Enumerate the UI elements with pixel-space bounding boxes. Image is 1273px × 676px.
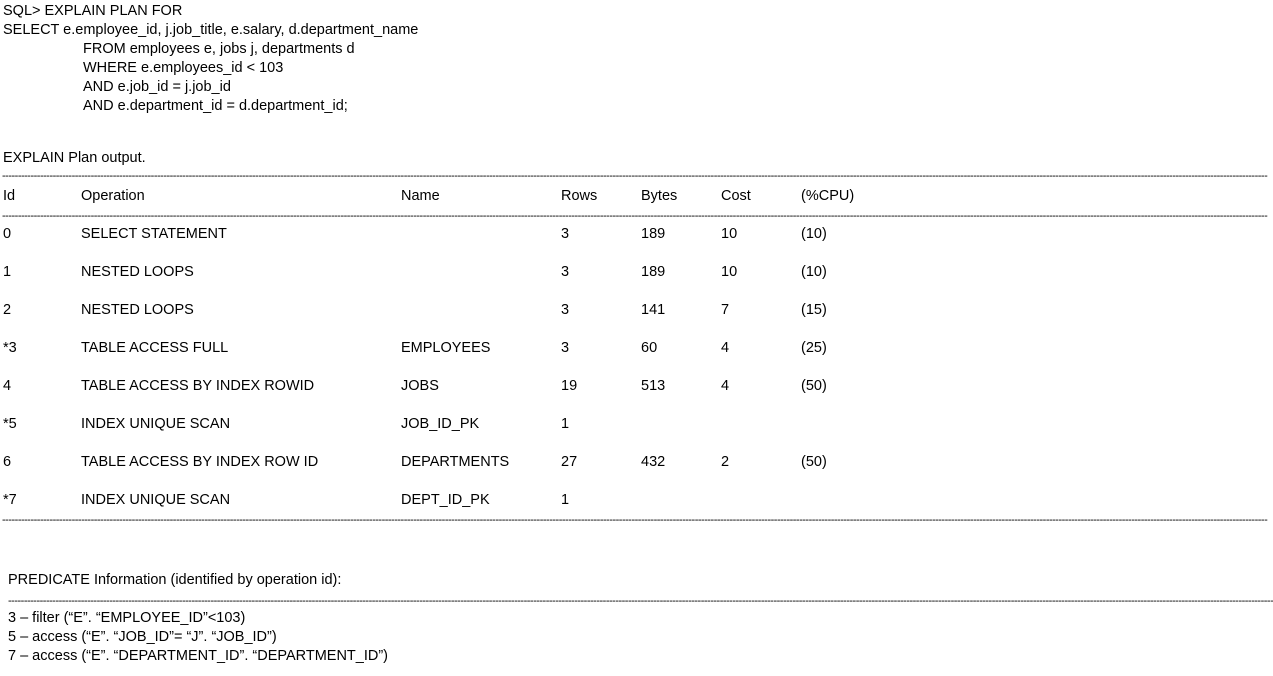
cell-rows: 3 bbox=[561, 340, 570, 356]
cell-rows: 3 bbox=[561, 302, 570, 318]
cell-cpu: (10) bbox=[801, 264, 827, 280]
cell-cpu: (25) bbox=[801, 340, 827, 356]
cell-operation: NESTED LOOPS bbox=[81, 264, 194, 280]
predicate-rule: ---------------------------------------------------------------------------------------------------------------------------------------------------------------------------------------------------------------------------------------------------------------------------------------------------------------------------------------------------------------------------------------------------------------- bbox=[8, 595, 1273, 607]
predicate-line-3: 3 – filter (“E”. “EMPLOYEE_ID”<103) bbox=[8, 610, 246, 626]
column-header-rows: Rows bbox=[561, 188, 598, 204]
sql-line-5: AND e.job_id = j.job_id bbox=[83, 79, 231, 95]
cell-id: 1 bbox=[3, 264, 12, 280]
cell-cpu: (50) bbox=[801, 378, 827, 394]
column-header-id: Id bbox=[3, 188, 16, 204]
column-header-cpu: (%CPU) bbox=[801, 188, 855, 204]
sql-line-4: WHERE e.employees_id < 103 bbox=[83, 60, 284, 76]
cell-rows: 1 bbox=[561, 416, 570, 432]
sql-line-6: AND e.department_id = d.department_id; bbox=[83, 98, 348, 114]
plan-header-rule: ---------------------------------------------------------------------------------------------------------------------------------------------------------------------------------------------------------------------------------------------------------------------------------------------------------------------------------------------------------------------------------------------------------------- bbox=[2, 210, 1268, 222]
cell-name: DEPT_ID_PK bbox=[401, 492, 490, 508]
sql-line-2: SELECT e.employee_id, j.job_title, e.salary, d.department_name bbox=[3, 22, 419, 38]
plan-heading: EXPLAIN Plan output. bbox=[3, 150, 146, 166]
cell-cpu: (50) bbox=[801, 454, 827, 470]
cell-rows: 3 bbox=[561, 226, 570, 242]
column-header-cost: Cost bbox=[721, 188, 751, 204]
cell-bytes: 189 bbox=[641, 264, 666, 280]
column-header-operation: Operation bbox=[81, 188, 145, 204]
cell-rows: 1 bbox=[561, 492, 570, 508]
cell-bytes: 141 bbox=[641, 302, 666, 318]
predicate-heading: PREDICATE Information (identified by operation id): bbox=[8, 572, 342, 588]
cell-rows: 19 bbox=[561, 378, 578, 394]
cell-operation: INDEX UNIQUE SCAN bbox=[81, 416, 231, 432]
cell-operation: SELECT STATEMENT bbox=[81, 226, 227, 242]
cell-cost: 10 bbox=[721, 226, 738, 242]
cell-cost: 2 bbox=[721, 454, 730, 470]
plan-bottom-rule: ---------------------------------------------------------------------------------------------------------------------------------------------------------------------------------------------------------------------------------------------------------------------------------------------------------------------------------------------------------------------------------------------------------------- bbox=[2, 514, 1268, 526]
cell-name: JOBS bbox=[401, 378, 439, 394]
cell-operation: TABLE ACCESS FULL bbox=[81, 340, 229, 356]
cell-operation: TABLE ACCESS BY INDEX ROWID bbox=[81, 378, 315, 394]
cell-cost: 4 bbox=[721, 378, 730, 394]
cell-id: 6 bbox=[3, 454, 12, 470]
cell-cost: 10 bbox=[721, 264, 738, 280]
cell-id: *7 bbox=[3, 492, 17, 508]
cell-bytes: 513 bbox=[641, 378, 666, 394]
predicate-line-7: 7 – access (“E”. “DEPARTMENT_ID”. “DEPARTMENT_ID”) bbox=[8, 648, 388, 664]
cell-rows: 27 bbox=[561, 454, 578, 470]
cell-bytes: 432 bbox=[641, 454, 666, 470]
column-header-name: Name bbox=[401, 188, 440, 204]
sql-line-1: SQL> EXPLAIN PLAN FOR bbox=[3, 3, 183, 19]
cell-cost: 4 bbox=[721, 340, 730, 356]
cell-id: 2 bbox=[3, 302, 12, 318]
cell-id: *5 bbox=[3, 416, 17, 432]
column-header-bytes: Bytes bbox=[641, 188, 678, 204]
predicate-line-5: 5 – access (“E”. “JOB_ID”= “J”. “JOB_ID”) bbox=[8, 629, 277, 645]
plan-top-rule: ---------------------------------------------------------------------------------------------------------------------------------------------------------------------------------------------------------------------------------------------------------------------------------------------------------------------------------------------------------------------------------------------------------------- bbox=[2, 170, 1268, 182]
cell-id: 0 bbox=[3, 226, 12, 242]
cell-rows: 3 bbox=[561, 264, 570, 280]
cell-id: *3 bbox=[3, 340, 17, 356]
sql-line-3: FROM employees e, jobs j, departments d bbox=[83, 41, 355, 57]
cell-cpu: (10) bbox=[801, 226, 827, 242]
cell-operation: TABLE ACCESS BY INDEX ROW ID bbox=[81, 454, 319, 470]
cell-cost: 7 bbox=[721, 302, 730, 318]
cell-operation: NESTED LOOPS bbox=[81, 302, 194, 318]
cell-name: EMPLOYEES bbox=[401, 340, 491, 356]
cell-id: 4 bbox=[3, 378, 12, 394]
cell-bytes: 60 bbox=[641, 340, 658, 356]
cell-name: DEPARTMENTS bbox=[401, 454, 510, 470]
cell-bytes: 189 bbox=[641, 226, 666, 242]
cell-operation: INDEX UNIQUE SCAN bbox=[81, 492, 231, 508]
cell-cpu: (15) bbox=[801, 302, 827, 318]
cell-name: JOB_ID_PK bbox=[401, 416, 480, 432]
